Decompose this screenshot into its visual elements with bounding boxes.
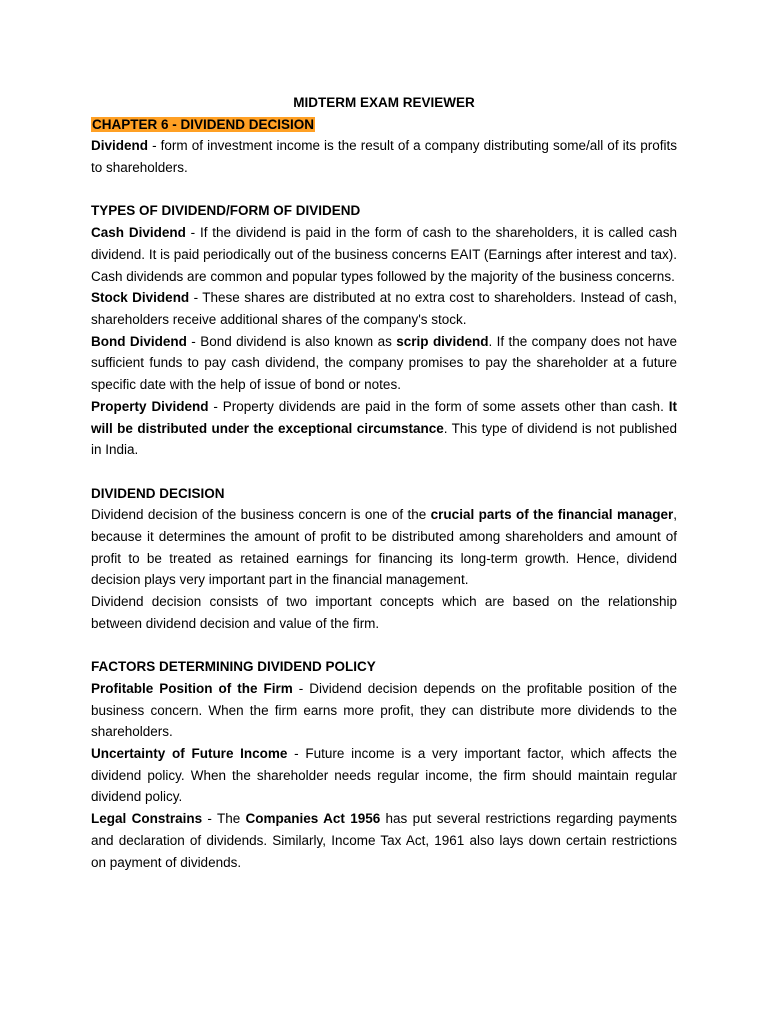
spacer bbox=[91, 461, 677, 483]
cash-dividend-text: - If the dividend is paid in the form of cash to the shareholders, it is called cash dividend. It is paid periodically out of the business concerns EAIT (Earnings after interest and tax). Cash dividends are common and popular types followed by the majority of the business concerns. bbox=[91, 225, 677, 284]
section-heading-decision: DIVIDEND DECISION bbox=[91, 485, 225, 501]
property-dividend-bold: It will be distributed under the exceptional circumstance bbox=[91, 398, 677, 436]
spacer bbox=[91, 179, 677, 201]
profitable-position-paragraph bbox=[91, 678, 677, 743]
decision-text-2: , because it determines the amount of profit to be distributed among shareholders and amount of profit to be treated as retained earnings for financing its long-term growth. Hence, dividend decision plays very important part in the financial management. bbox=[91, 507, 677, 588]
legal-text-2: has put several restrictions regarding payments and declaration of dividends. Similarly, Income Tax Act, 1961 also lays down certain restrictions on payment of dividends. bbox=[91, 811, 677, 870]
chapter-highlight: CHAPTER 6 - DIVIDEND DECISION bbox=[92, 116, 315, 132]
uncertainty-paragraph bbox=[91, 743, 677, 808]
decision-bold: crucial parts of the financial manager bbox=[430, 507, 674, 523]
dividend-definition-text: - form of investment income is the result of a company distributing some/all of its profits to shareholders. bbox=[91, 138, 677, 176]
cash-dividend-paragraph bbox=[91, 222, 677, 287]
chapter-heading bbox=[91, 114, 677, 136]
stock-dividend-paragraph bbox=[91, 287, 677, 330]
term-dividend: Dividend bbox=[91, 138, 149, 154]
bond-dividend-bold: scrip dividend bbox=[396, 333, 489, 349]
bond-dividend-paragraph bbox=[91, 331, 677, 396]
term-profitable-position: Profitable Position of the Firm bbox=[91, 680, 293, 696]
decision-paragraph-1 bbox=[91, 504, 677, 591]
document-title: MIDTERM EXAM REVIEWER bbox=[293, 95, 475, 110]
dividend-definition bbox=[91, 135, 677, 178]
bond-dividend-text-2: . If the company does not have sufficient funds to pay cash dividend, the company promises to pay the shareholder at a future specific date with the help of issue of bond or notes. bbox=[91, 333, 677, 393]
property-dividend-text-2: . This type of dividend is not published in India. bbox=[91, 420, 677, 458]
property-dividend-text-1: - Property dividends are paid in the form of some assets other than cash. bbox=[208, 398, 669, 414]
legal-text-1: - The bbox=[202, 811, 246, 827]
term-property-dividend: Property Dividend bbox=[91, 398, 209, 414]
stock-dividend-text: - These shares are distributed at no extra cost to shareholders. Instead of cash, shareholders receive additional shares of the company's stock. bbox=[91, 290, 677, 327]
term-legal-constrains: Legal Constrains bbox=[91, 811, 203, 827]
uncertainty-text: - Future income is a very important factor, which affects the dividend policy. When the shareholder needs regular income, the firm should maintain regular dividend policy. bbox=[91, 746, 677, 805]
section-heading-types: TYPES OF DIVIDEND/FORM OF DIVIDEND bbox=[91, 203, 361, 219]
section-heading-factors: FACTORS DETERMINING DIVIDEND POLICY bbox=[91, 659, 376, 675]
term-uncertainty: Uncertainty of Future Income bbox=[91, 746, 288, 762]
spacer bbox=[91, 635, 677, 657]
bond-dividend-text-1: - Bond dividend is also known as bbox=[186, 333, 397, 349]
profitable-position-text: - Dividend decision depends on the profitable position of the business concern. When the firm earns more profit, they can distribute more dividends to the shareholders. bbox=[91, 680, 677, 740]
legal-constrains-paragraph bbox=[91, 808, 677, 873]
term-bond-dividend: Bond Dividend bbox=[91, 333, 187, 349]
term-cash-dividend: Cash Dividend bbox=[91, 225, 186, 241]
legal-bold: Companies Act 1956 bbox=[245, 811, 381, 827]
decision-text-1: Dividend decision of the business concern is one of the bbox=[91, 507, 431, 523]
term-stock-dividend: Stock Dividend bbox=[91, 290, 190, 306]
decision-paragraph-2: Dividend decision consists of two important concepts which are based on the relationship between dividend decision and value of the firm. bbox=[91, 594, 677, 631]
property-dividend-paragraph bbox=[91, 396, 677, 461]
